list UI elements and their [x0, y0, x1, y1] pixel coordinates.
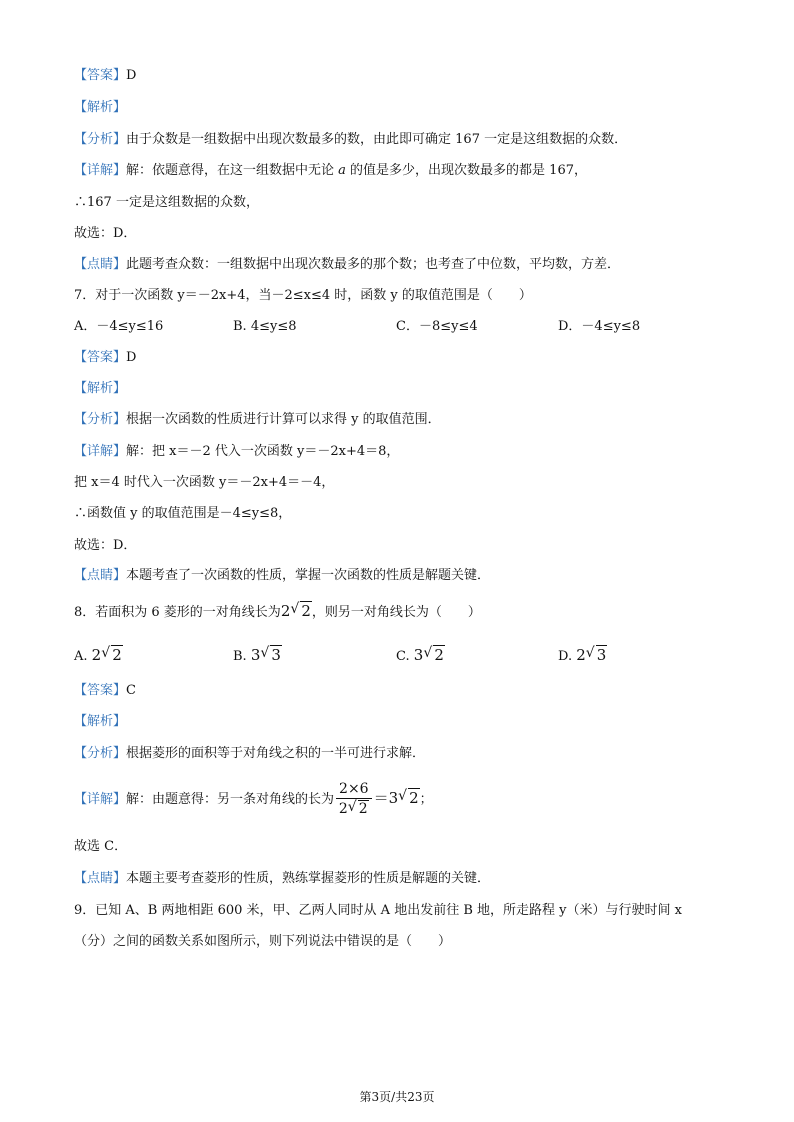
q8-dianjing: [74, 870, 490, 888]
q8-option-d: [558, 646, 607, 666]
option-label: A.: [74, 649, 88, 664]
fenxi-text: 根据菱形的面积等于对角线之积的一半可进行求解．: [126, 746, 426, 761]
coefficient: 2: [91, 646, 102, 664]
sqrt-expression: [281, 602, 312, 620]
dianjing-tag: 【点睛】: [74, 871, 127, 886]
q8-choose: 故选 C．: [74, 839, 128, 854]
dianjing-text: 本题考查了一次函数的性质，掌握一次函数的性质是解题关键．: [126, 568, 491, 583]
coefficient: 2: [280, 602, 291, 620]
q6-choose: 故选：D．: [74, 226, 137, 241]
q6-therefore: ∴167 一定是这组数据的众数，: [74, 195, 259, 210]
coefficient: 3: [250, 646, 261, 664]
coefficient: 2: [576, 646, 586, 664]
coefficient: 3: [413, 646, 424, 664]
answer-value: D: [126, 350, 137, 365]
radical: [261, 646, 282, 664]
sqrt-expression: [251, 646, 282, 664]
q7-choose: 故选：D．: [74, 538, 137, 553]
q7-line2: 把 x＝4 时代入一次函数 y＝－2x+4＝－4，: [74, 475, 335, 490]
answer-value: C: [126, 683, 136, 698]
q7-answer: [74, 349, 136, 367]
radical: [399, 778, 420, 818]
answer-value: D: [126, 68, 137, 83]
q7-dianjing: [74, 567, 490, 585]
fenxi-tag: 【分析】: [74, 132, 127, 147]
radicand: 2: [301, 602, 311, 620]
radical: [291, 602, 312, 620]
q7-option-d: D．－4≤y≤8: [558, 319, 641, 334]
result-equals: ＝3: [373, 789, 399, 807]
q7-stem: 7．对于一次函数 y＝－2x+4，当－2≤x≤4 时，函数 y 的取值范围是（ ）: [74, 288, 532, 303]
q8-xiangjie: [74, 778, 433, 820]
dianjing-tag: 【点睛】: [74, 568, 127, 583]
radicand: 2: [409, 789, 419, 807]
radicand: 3: [271, 646, 281, 664]
option-label: D.: [558, 649, 573, 664]
xiangjie-tag: 【详解】: [74, 163, 127, 178]
radicand: 3: [596, 646, 607, 664]
q9-stem-line1: 9．已知 A、B 两地相距 600 米，甲、乙两人同时从 A 地出发前往 B 地，所走路程 y（米）与行驶时间 x: [74, 903, 682, 918]
fenxi-tag: 【分析】: [74, 746, 127, 761]
fenxi-text: 由于众数是一组数据中出现次数最多的数，由此即可确定 167 一定是这组数据的众数．: [126, 132, 628, 147]
q7-option-a: A．－4≤y≤16: [74, 319, 164, 334]
xiangjie-text-2: 的值是多少，出现次数最多的都是 167，: [345, 163, 587, 178]
sqrt-expression: [576, 646, 607, 664]
q7-fenxi: [74, 411, 441, 429]
q7-therefore: ∴函数值 y 的取值范围是－4≤y≤8，: [74, 506, 292, 521]
q6-analysis-heading: 【解析】: [74, 100, 127, 115]
answer-tag: 【答案】: [74, 350, 127, 365]
page-footer: 第3页/共23页: [359, 1090, 435, 1104]
radicand: 2: [112, 646, 122, 664]
answer-tag: 【答案】: [74, 68, 127, 83]
q8-answer: [74, 682, 136, 700]
xiangjie-text: 解：把 x＝－2 代入一次函数 y＝－2x+4＝8，: [126, 444, 400, 459]
radical: [349, 799, 369, 819]
coefficient: 2: [338, 801, 348, 817]
radical: [424, 646, 445, 664]
radical: [587, 646, 608, 664]
sqrt-expression: [414, 646, 445, 664]
q6-xiangjie: [74, 162, 587, 180]
option-label: C.: [396, 649, 410, 664]
fraction: [336, 780, 372, 819]
radicand: 2: [434, 646, 444, 664]
q7-xiangjie: [74, 443, 399, 461]
fenxi-text: 根据一次函数的性质进行计算可以求得 y 的取值范围．: [126, 412, 441, 427]
radical: [102, 646, 123, 664]
answer-tag: 【答案】: [74, 683, 127, 698]
q7-option-c: C．－8≤y≤4: [396, 319, 478, 334]
q8-analysis-heading: 【解析】: [74, 714, 127, 729]
q7-analysis-heading: 【解析】: [74, 381, 127, 396]
q9-stem-line2: （分）之间的函数关系如图所示，则下列说法中错误的是（ ）: [74, 934, 452, 949]
variable-a: a: [338, 163, 346, 178]
radicand: 2: [358, 801, 368, 817]
q6-dianjing: [74, 256, 620, 274]
punctuation: ；: [419, 792, 433, 807]
dianjing-text: 本题主要考查菱形的性质，熟练掌握菱形的性质是解题的关键．: [126, 871, 491, 886]
xiangjie-text: 解：由题意得：另一条对角线的长为: [126, 792, 335, 807]
q6-fenxi: [74, 131, 627, 149]
q8-option-b: [233, 646, 282, 666]
xiangjie-text: 解：依题意得，在这一组数据中无论: [126, 163, 339, 178]
q8-stem: [74, 602, 481, 622]
dianjing-tag: 【点睛】: [74, 257, 127, 272]
fenxi-tag: 【分析】: [74, 412, 127, 427]
sqrt-expression: [92, 646, 123, 664]
fraction-numerator: 2×6: [336, 780, 372, 799]
option-label: B.: [233, 649, 247, 664]
dianjing-text: 此题考查众数：一组数据中出现次数最多的那个数；也考查了中位数，平均数，方差．: [126, 257, 621, 272]
q8-stem-text: 8．若面积为 6 菱形的一对角线长为: [74, 605, 281, 620]
xiangjie-tag: 【详解】: [74, 792, 127, 807]
q8-stem-text-2: ，则另一对角线长为（ ）: [311, 605, 481, 620]
q8-option-c: [396, 646, 445, 666]
xiangjie-tag: 【详解】: [74, 444, 127, 459]
q8-option-a: [74, 646, 123, 666]
result-expression: [374, 789, 420, 807]
q7-option-b: B. 4≤y≤8: [233, 319, 297, 334]
q8-fenxi: [74, 745, 425, 763]
q6-answer: [74, 67, 136, 85]
fraction-denominator: [336, 799, 372, 819]
